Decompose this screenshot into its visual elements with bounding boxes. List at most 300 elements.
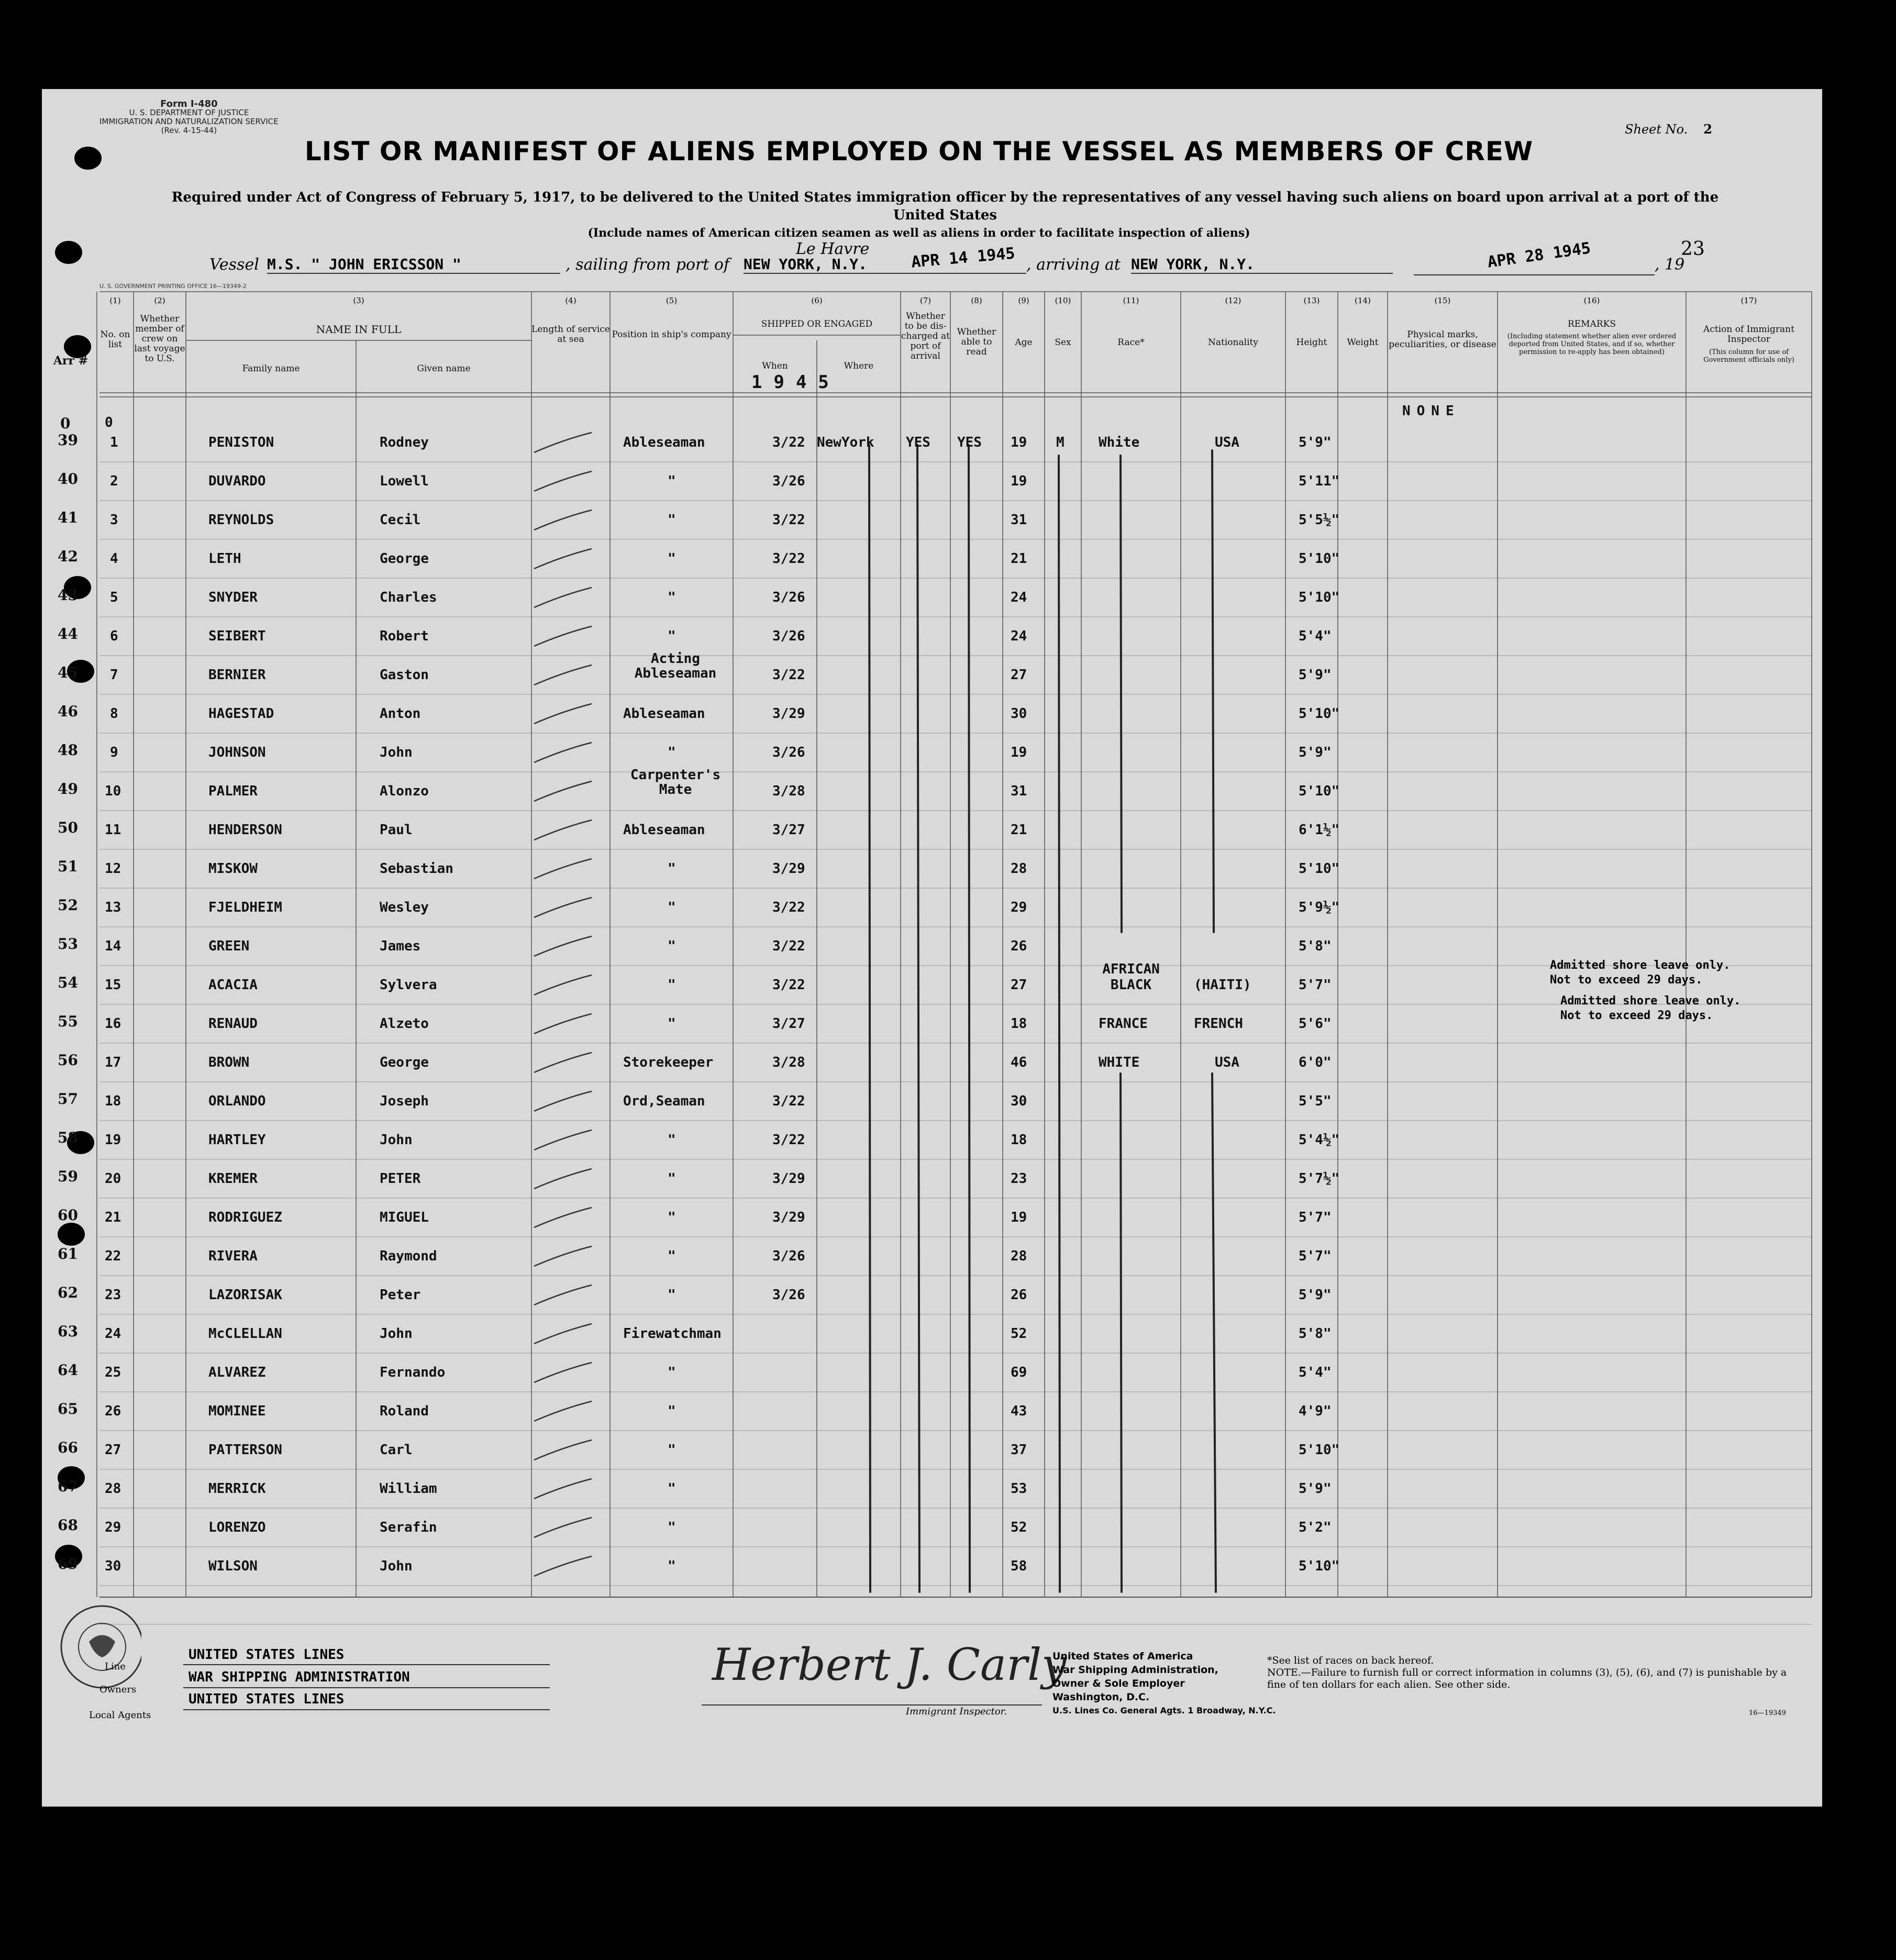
row-age: 26 <box>1011 938 1027 954</box>
row-position: " <box>668 1365 676 1380</box>
row-given-name: Sebastian <box>380 861 453 877</box>
row-height: 5'10" <box>1299 1558 1340 1574</box>
column-number: (5) <box>666 296 678 305</box>
row-service-tick <box>534 1324 592 1344</box>
row-height: 5'7" <box>1299 977 1332 993</box>
header-able-to-read: Whether able to read <box>957 327 996 357</box>
header-shipped-engaged: SHIPPED OR ENGAGED <box>761 319 873 329</box>
row-list-number: 20 <box>105 1171 121 1187</box>
row-height: 5'8" <box>1299 938 1332 954</box>
row-arr-number: 61 <box>58 1245 78 1263</box>
row-list-number: 15 <box>105 977 121 993</box>
row-height: 5'9" <box>1299 667 1332 683</box>
row-shipped-when: 3/22 <box>772 551 805 567</box>
row-position: " <box>668 1558 676 1574</box>
row-height: 5'10" <box>1299 590 1340 605</box>
row-sex: M <box>1056 435 1065 450</box>
row-family-name: KREMER <box>208 1171 258 1187</box>
row-arr-number: 42 <box>58 548 78 565</box>
row-age: 23 <box>1011 1171 1027 1187</box>
row-given-name: Gaston <box>380 667 429 683</box>
row-arr-number: 69 <box>58 1555 78 1573</box>
page-mark: 23 <box>1681 238 1705 260</box>
row-family-name: LAZORISAK <box>208 1287 282 1303</box>
header-action-sub: (This column for use of Government officials only) <box>1703 348 1794 364</box>
header-given-name: Given name <box>417 363 471 374</box>
header-nationality: Nationality <box>1208 337 1258 348</box>
header-family-name: Family name <box>242 363 300 374</box>
row-family-name: BROWN <box>208 1055 250 1070</box>
row-arr-number: 51 <box>58 858 78 875</box>
row-given-name: PETER <box>380 1171 421 1187</box>
row-shipped-when: 3/26 <box>772 590 805 605</box>
row-arr-number: 57 <box>58 1090 78 1108</box>
agents-label: Local Agents <box>89 1710 151 1721</box>
header-age: Age <box>1015 337 1033 348</box>
row-position: " <box>668 1210 676 1225</box>
owner-stamp-line: United States of America <box>1052 1651 1193 1662</box>
row-shipped-when: 3/22 <box>772 977 805 993</box>
row-service-tick <box>534 1285 592 1305</box>
row-arr-number: 50 <box>58 819 78 836</box>
row-given-name: Alonzo <box>380 783 429 799</box>
row-arr-number: 56 <box>58 1051 78 1069</box>
row-position: " <box>668 628 676 644</box>
owners-underline <box>183 1687 550 1688</box>
row-shipped-when: 3/29 <box>772 1171 805 1187</box>
row-position: " <box>668 1520 676 1535</box>
row-nationality: FRENCH <box>1194 1016 1243 1032</box>
row-height: 5'10" <box>1299 861 1340 877</box>
row-service-tick <box>534 626 592 646</box>
row-arr-number: 39 <box>58 431 78 449</box>
owner-stamp-line: Washington, D.C. <box>1052 1691 1150 1703</box>
penalty-note: NOTE.—Failure to furnish full or correct information in columns (3), (5), (6), and (7) is punishable by a fine of ten dollars for each alien. See other side. <box>1267 1667 1787 1690</box>
header-sex: Sex <box>1055 337 1071 348</box>
row-height: 6'1½" <box>1299 822 1340 838</box>
row-arr-number: 65 <box>58 1400 78 1418</box>
row-service-tick <box>534 1440 592 1460</box>
header-physical-marks: Physical marks, peculiarities, or disease <box>1389 329 1496 350</box>
header-when: When <box>762 361 788 371</box>
row-given-name: William <box>380 1481 437 1497</box>
row-list-number: 11 <box>105 822 121 838</box>
row-service-tick <box>534 781 592 801</box>
row-arr-number: 63 <box>58 1323 78 1340</box>
row-service-tick <box>534 1014 592 1034</box>
row-nationality: USA <box>1215 435 1239 450</box>
row-age: 31 <box>1011 512 1027 528</box>
line-value: UNITED STATES LINES <box>189 1647 345 1663</box>
row-family-name: LETH <box>208 551 241 567</box>
owner-stamp-line: U.S. Lines Co. General Agts. 1 Broadway, N.Y.C. <box>1052 1706 1276 1715</box>
row-height: 4'9" <box>1299 1403 1332 1419</box>
row-list-number: 19 <box>105 1132 121 1148</box>
row-position: " <box>668 861 676 877</box>
header-height: Height <box>1296 337 1327 348</box>
row-family-name: RIVERA <box>208 1248 258 1264</box>
row-height: 5'7" <box>1299 1248 1332 1264</box>
row-service-tick <box>534 898 592 917</box>
row-list-number: 24 <box>105 1326 121 1342</box>
row-height: 5'5" <box>1299 1093 1332 1109</box>
row-family-name: RODRIGUEZ <box>208 1210 282 1225</box>
row-shipped-when: 3/22 <box>772 1093 805 1109</box>
row-service-tick <box>534 510 592 530</box>
row-given-name: Fernando <box>380 1365 446 1380</box>
row-age: 31 <box>1011 783 1027 799</box>
row-service-tick <box>534 1169 592 1189</box>
row-arr-number: 54 <box>58 974 78 991</box>
row-given-name: Cecil <box>380 512 421 528</box>
row-list-number: 7 <box>110 667 118 683</box>
row-given-name: John <box>380 745 413 760</box>
header-remarks-sub: (Including statement whether alien ever ordered deported from United States, and if so, whether permission to re-apply has been obtained) <box>1507 333 1677 356</box>
header-action-inspector: Action of Immigrant Inspector <box>1703 324 1794 345</box>
row-given-name: Sylvera <box>380 977 437 993</box>
row-list-number: 18 <box>105 1093 121 1109</box>
row-service-tick <box>534 588 592 607</box>
header-race: Race* <box>1117 337 1145 348</box>
department: U. S. DEPARTMENT OF JUSTICE <box>129 108 249 117</box>
row-given-name: Roland <box>380 1403 429 1419</box>
row-arr-number: 68 <box>58 1516 78 1534</box>
row-position: Carpenter's Mate <box>630 767 721 798</box>
remark-1-line2: Not to exceed 29 days. <box>1550 973 1703 987</box>
row-given-name: Peter <box>380 1287 421 1303</box>
row-service-tick <box>534 1091 592 1111</box>
row-given-name: Rodney <box>380 435 429 450</box>
row-shipped-when: 3/26 <box>772 473 805 489</box>
sheet-value: 2 <box>1703 121 1712 137</box>
row-shipped-when: 3/22 <box>772 938 805 954</box>
sailing-port-handwritten: Le Havre <box>796 240 870 258</box>
row-age: 27 <box>1011 977 1027 993</box>
row-list-number: 2 <box>110 473 118 489</box>
row-age: 19 <box>1011 745 1027 760</box>
row-age: 28 <box>1011 1248 1027 1264</box>
row-given-name: Carl <box>380 1442 413 1458</box>
row-family-name: GREEN <box>208 938 250 954</box>
agents-underline <box>183 1709 550 1710</box>
owners-label: Owners <box>99 1684 137 1695</box>
row-service-tick <box>534 936 592 956</box>
remark-2-line2: Not to exceed 29 days. <box>1560 1009 1713 1022</box>
row-height: 5'10" <box>1299 551 1340 567</box>
row-service-tick <box>534 1363 592 1382</box>
row-age: 53 <box>1011 1481 1027 1497</box>
inspector-label: Immigrant Inspector. <box>906 1706 1007 1717</box>
row-position: " <box>668 938 676 954</box>
row-shipped-when: 3/26 <box>772 628 805 644</box>
vessel-name: M.S. " JOHN ERICSSON " <box>267 256 560 274</box>
row-age: 26 <box>1011 1287 1027 1303</box>
row-shipped-where: NewYork <box>817 435 874 450</box>
gpo-imprint: U. S. GOVERNMENT PRINTING OFFICE 16—19349-2 <box>99 283 247 290</box>
row-nationality: (HAITI) <box>1194 977 1251 993</box>
manifest-sheet <box>42 89 1822 1807</box>
row-family-name: McCLELLAN <box>208 1326 282 1342</box>
owner-stamp <box>1052 1649 1276 1718</box>
row-service-tick <box>534 975 592 995</box>
row-family-name: HARTLEY <box>208 1132 266 1148</box>
row-age: 18 <box>1011 1132 1027 1148</box>
arriving-label: , arriving at <box>1026 256 1121 274</box>
row-age: 43 <box>1011 1403 1027 1419</box>
row-family-name: LORENZO <box>208 1520 266 1535</box>
row-position: " <box>668 1016 676 1032</box>
row-service-tick <box>534 1053 592 1072</box>
row-height: 5'4½" <box>1299 1132 1340 1148</box>
row-service-tick <box>534 1518 592 1537</box>
row-service-tick <box>534 1130 592 1150</box>
column-number: (7) <box>919 296 932 305</box>
row-list-number: 28 <box>105 1481 121 1497</box>
row-shipped-when: 3/27 <box>772 822 805 838</box>
year-row-no: 0 <box>105 415 113 430</box>
row-age: 19 <box>1011 473 1027 489</box>
row-shipped-when: 3/22 <box>772 512 805 528</box>
year-row-arr: 0 <box>60 415 71 432</box>
row-given-name: Serafin <box>380 1520 437 1535</box>
row-given-name: Robert <box>380 628 429 644</box>
row-age: 28 <box>1011 861 1027 877</box>
row-list-number: 1 <box>110 435 118 450</box>
row-shipped-when: 3/29 <box>772 861 805 877</box>
form-revision: (Rev. 4-15-44) <box>161 126 217 135</box>
signature-line <box>702 1704 1042 1706</box>
row-list-number: 30 <box>105 1558 121 1574</box>
sailing-date-stamp: APR 14 1945 <box>910 244 1016 272</box>
arrival-date-stamp: APR 28 1945 <box>1486 239 1592 272</box>
row-age: 27 <box>1011 667 1027 683</box>
row-arr-number: 46 <box>58 703 78 720</box>
row-arr-number: 52 <box>58 896 78 914</box>
row-list-number: 25 <box>105 1365 121 1380</box>
row-list-number: 21 <box>105 1210 121 1225</box>
row-service-tick <box>534 704 592 724</box>
row-family-name: HAGESTAD <box>208 706 274 722</box>
row-shipped-when: 3/22 <box>772 1132 805 1148</box>
row-height: 5'9" <box>1299 745 1332 760</box>
row-family-name: PALMER <box>208 783 258 799</box>
row-race: FRANCE <box>1099 1016 1148 1032</box>
row-position: " <box>668 977 676 993</box>
row-shipped-when: 3/29 <box>772 706 805 722</box>
row-age: 24 <box>1011 590 1027 605</box>
row-given-name: George <box>380 1055 429 1070</box>
row-family-name: HENDERSON <box>208 822 282 838</box>
row-list-number: 5 <box>110 590 118 605</box>
header-where: Where <box>844 361 874 371</box>
column-number: (17) <box>1740 296 1757 305</box>
row-height: 5'9" <box>1299 1481 1332 1497</box>
row-arr-number: 48 <box>58 741 78 759</box>
row-service-tick <box>534 820 592 840</box>
column-number: (6) <box>811 296 823 305</box>
row-list-number: 6 <box>110 628 118 644</box>
row-service-tick <box>534 859 592 879</box>
column-number: (10) <box>1055 296 1071 305</box>
column-number: (13) <box>1303 296 1320 305</box>
row-family-name: FJELDHEIM <box>208 900 282 915</box>
row-given-name: John <box>380 1326 413 1342</box>
row-race: WHITE <box>1099 1055 1140 1070</box>
column-number: (12) <box>1225 296 1241 305</box>
row-shipped-when: 3/26 <box>772 1287 805 1303</box>
row-family-name: ALVAREZ <box>208 1365 266 1380</box>
agents-value: UNITED STATES LINES <box>189 1691 345 1707</box>
row-family-name: MOMINEE <box>208 1403 266 1419</box>
row-given-name: Anton <box>380 706 421 722</box>
header-discharged: Whether to be dis-charged at port of arrival <box>901 311 950 361</box>
page-title: LIST OR MANIFEST OF ALIENS EMPLOYED ON THE VESSEL AS MEMBERS OF CREW <box>304 136 1534 167</box>
row-position: " <box>668 900 676 915</box>
row-family-name: SEIBERT <box>208 628 266 644</box>
row-age: 19 <box>1011 435 1027 450</box>
row-list-number: 22 <box>105 1248 121 1264</box>
row-arr-number: 43 <box>58 586 78 604</box>
row-service-tick <box>534 665 592 685</box>
row-arr-number: 49 <box>58 780 78 798</box>
row-arr-number: 64 <box>58 1361 78 1379</box>
sheet-label: Sheet No. <box>1625 122 1688 137</box>
row-shipped-when: 3/22 <box>772 667 805 683</box>
row-list-number: 27 <box>105 1442 121 1458</box>
row-service-tick <box>534 1401 592 1421</box>
row-age: 58 <box>1011 1558 1027 1574</box>
row-arr-number: 41 <box>58 509 78 526</box>
row-shipped-when: 3/22 <box>772 900 805 915</box>
column-number: (8) <box>971 296 982 305</box>
column-number: (9) <box>1018 296 1029 305</box>
owners-value: WAR SHIPPING ADMINISTRATION <box>189 1669 410 1685</box>
row-position: Storekeeper <box>623 1055 714 1070</box>
row-family-name: DUVARDO <box>208 473 266 489</box>
row-arr-number: 66 <box>58 1439 78 1456</box>
row-position: Ableseaman <box>623 435 705 450</box>
year-label: , 19 <box>1655 256 1685 274</box>
row-list-number: 23 <box>105 1287 121 1303</box>
column-number: (3) <box>353 296 364 305</box>
row-given-name: Lowell <box>380 473 429 489</box>
column-number: (16) <box>1583 296 1600 305</box>
row-position: " <box>668 1248 676 1264</box>
year-row-when: 1945 <box>751 372 840 393</box>
row-given-name: Raymond <box>380 1248 437 1264</box>
row-given-name: Charles <box>380 590 437 605</box>
row-height: 5'8" <box>1299 1326 1332 1342</box>
row-position: Firewatchman <box>623 1326 722 1342</box>
owner-stamp-line: War Shipping Administration, <box>1052 1664 1218 1676</box>
column-number: (2) <box>154 296 165 305</box>
row-age: 29 <box>1011 900 1027 915</box>
row-height: 6'0" <box>1299 1055 1332 1070</box>
row-family-name: PATTERSON <box>208 1442 282 1458</box>
row-position: " <box>668 1403 676 1419</box>
row-arr-number: 45 <box>58 664 78 681</box>
column-number: (1) <box>109 296 121 305</box>
line-label: Line <box>105 1661 126 1672</box>
row-age: 37 <box>1011 1442 1027 1458</box>
row-race: AFRICAN BLACK <box>1102 961 1160 993</box>
row-family-name: PENISTON <box>208 435 274 450</box>
row-given-name: Paul <box>380 822 413 838</box>
row-height: 5'7½" <box>1299 1171 1340 1187</box>
row-age: 18 <box>1011 1016 1027 1032</box>
row-given-name: James <box>380 938 421 954</box>
row-height: 5'2" <box>1299 1520 1332 1535</box>
row-given-name: Joseph <box>380 1093 429 1109</box>
row-family-name: ACACIA <box>208 977 258 993</box>
form-code: 16—19349 <box>1749 1709 1786 1717</box>
row-height: 5'10" <box>1299 1442 1340 1458</box>
row-age: 52 <box>1011 1326 1027 1342</box>
owner-stamp-line: Owner & Sole Employer <box>1052 1678 1185 1689</box>
row-age: 52 <box>1011 1520 1027 1535</box>
row-service-tick <box>534 433 592 452</box>
service-name: IMMIGRATION AND NATURALIZATION SERVICE <box>99 117 279 126</box>
remark-1-line1: Admitted shore leave only. <box>1550 959 1731 972</box>
row-arr-number: 59 <box>58 1168 78 1185</box>
row-position: " <box>668 590 676 605</box>
row-family-name: REYNOLDS <box>208 512 274 528</box>
page-subtitle: Required under Act of Congress of February 5, 1917, to be delivered to the United States immigration officer by the representatives of any vessel having such aliens on board upon arrival at a port of the United States <box>171 190 1719 223</box>
remark-2-line1: Admitted shore leave only. <box>1560 994 1741 1007</box>
header-remarks: REMARKS <box>1567 319 1616 329</box>
row-list-number: 29 <box>105 1520 121 1535</box>
row-service-tick <box>534 549 592 569</box>
row-given-name: George <box>380 551 429 567</box>
header-length-of-service: Length of service at sea <box>531 324 610 345</box>
row-list-number: 9 <box>110 745 118 760</box>
line-underline <box>183 1664 550 1665</box>
sailing-label: , sailing from port of <box>566 256 730 274</box>
row-position: " <box>668 1442 676 1458</box>
row-nationality: USA <box>1215 1055 1239 1070</box>
row-position: " <box>668 1481 676 1497</box>
vessel-label: Vessel <box>209 256 259 274</box>
sailing-port: NEW YORK, N.Y. <box>744 256 1026 274</box>
row-list-number: 16 <box>105 1016 121 1032</box>
row-arr-number: 44 <box>58 625 78 643</box>
row-age: 21 <box>1011 551 1027 567</box>
row-list-number: 4 <box>110 551 118 567</box>
row-given-name: John <box>380 1132 413 1148</box>
row-family-name: RENAUD <box>208 1016 258 1032</box>
row-position: " <box>668 1287 676 1303</box>
row-position: Ableseaman <box>623 706 705 722</box>
remark-2 <box>1560 994 1740 1023</box>
header-weight: Weight <box>1347 337 1379 348</box>
column-number: (14) <box>1355 296 1371 305</box>
row-position: Ableseaman <box>623 822 705 838</box>
column-number: (11) <box>1123 296 1139 305</box>
row-position: " <box>668 512 676 528</box>
header-name-in-full: NAME IN FULL <box>316 323 402 336</box>
arriving-port: NEW YORK, N.Y. <box>1131 256 1393 274</box>
row-height: 5'5½" <box>1299 512 1340 528</box>
row-arr-number: 62 <box>58 1284 78 1301</box>
row-list-number: 26 <box>105 1403 121 1419</box>
row-list-number: 17 <box>105 1055 121 1070</box>
row-position: " <box>668 745 676 760</box>
row-given-name: Alzeto <box>380 1016 429 1032</box>
row-arr-number: 53 <box>58 935 78 953</box>
races-note: *See list of races on back hereof. <box>1267 1655 1434 1666</box>
row-list-number: 3 <box>110 512 118 528</box>
row-age: 19 <box>1011 1210 1027 1225</box>
